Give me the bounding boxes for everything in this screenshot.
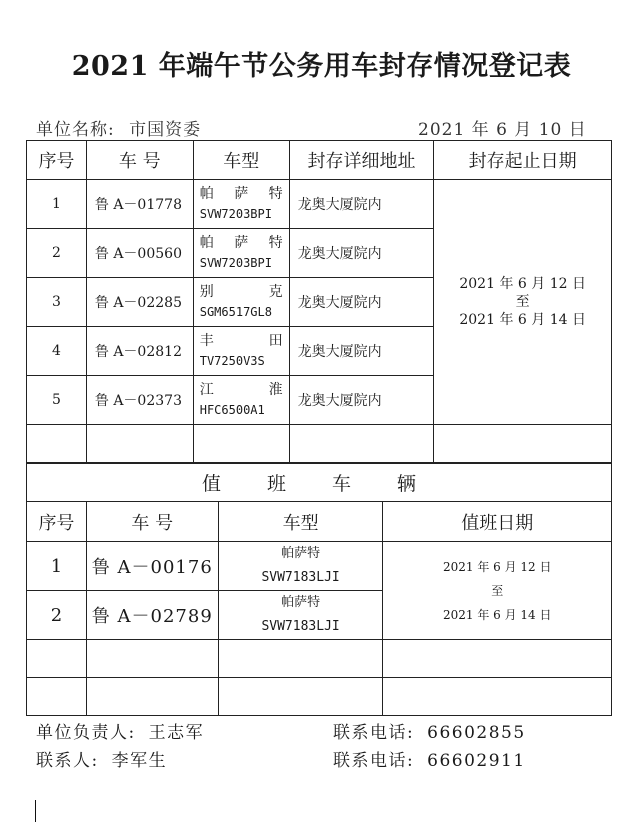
model-name: 别 克 — [199, 284, 283, 300]
duty-section-row — [27, 463, 612, 502]
leader-phone-label: 联系电话: — [333, 723, 415, 743]
row-index: 3 — [27, 278, 87, 327]
period-to: 至 — [491, 583, 504, 598]
header-model: 车型 — [218, 502, 383, 542]
empty-cell — [289, 425, 434, 464]
empty-cell — [86, 640, 218, 678]
row-plate: 鲁 A－02373 — [86, 376, 193, 425]
unit-label: 单位名称: — [36, 120, 115, 140]
empty-cell — [86, 678, 218, 716]
header-model: 车型 — [193, 141, 289, 180]
row-index: 2 — [27, 229, 87, 278]
empty-cell — [86, 425, 193, 464]
empty-cell — [27, 425, 87, 464]
duty-period — [383, 542, 612, 640]
model-code: SVW7183LJI — [261, 570, 340, 585]
period-end: 2021 年 6 月 14 日 — [442, 607, 552, 622]
row-address: 龙奥大厦院内 — [289, 180, 434, 229]
row-index: 2 — [27, 591, 87, 640]
row-address: 龙奥大厦院内 — [289, 229, 434, 278]
row-index: 4 — [27, 327, 87, 376]
unit-name: 市国资委 — [129, 120, 202, 140]
row-plate: 鲁 A－02812 — [86, 327, 193, 376]
period-end: 2021 年 6 月 14 日 — [459, 312, 586, 328]
document-date: 2021 年 6 月 10 日 — [418, 120, 587, 140]
header-plate: 车 号 — [86, 141, 193, 180]
contact-phone-label: 联系电话: — [333, 751, 415, 771]
row-plate: 鲁 A－01778 — [86, 180, 193, 229]
row-model — [193, 278, 289, 327]
row-address: 龙奥大厦院内 — [289, 278, 434, 327]
row-plate: 鲁 A－02285 — [86, 278, 193, 327]
empty-row — [27, 678, 612, 716]
model-code: SVW7203BPI — [199, 207, 272, 221]
row-model — [193, 229, 289, 278]
row-model — [193, 180, 289, 229]
duty-table-header — [27, 502, 612, 542]
period-start: 2021 年 6 月 12 日 — [442, 559, 552, 574]
header-index: 序号 — [27, 141, 87, 180]
empty-cell — [218, 640, 383, 678]
period-start: 2021 年 6 月 12 日 — [459, 276, 586, 292]
header-duty-date: 值班日期 — [383, 502, 612, 542]
empty-row — [27, 640, 612, 678]
contact-phone: 66602911 — [427, 751, 526, 771]
leader-name: 王志军 — [148, 723, 205, 743]
empty-cell — [218, 678, 383, 716]
leader-label: 单位负责人: — [36, 723, 136, 743]
contact-name: 李军生 — [111, 751, 168, 771]
duty-vehicles-table — [26, 462, 612, 716]
document-title: 2021 年端午节公务用车封存情况登记表 — [71, 51, 572, 82]
contact-phone-line — [333, 746, 526, 771]
empty-cell — [434, 425, 612, 464]
table-row — [27, 180, 612, 229]
header-period: 封存起止日期 — [434, 141, 612, 180]
empty-cell — [27, 640, 87, 678]
row-plate: 鲁 A－02789 — [86, 591, 218, 640]
contact-line — [36, 746, 167, 771]
model-code: TV7250V3S — [199, 354, 265, 368]
model-name: 帕萨特 — [281, 546, 321, 561]
leader-line — [36, 718, 204, 743]
row-address: 龙奥大厦院内 — [289, 376, 434, 425]
period-to: 至 — [515, 294, 530, 310]
leader-phone-line — [333, 718, 526, 743]
model-name: 丰 田 — [199, 333, 283, 349]
row-plate: 鲁 A－00176 — [86, 542, 218, 591]
row-model — [193, 327, 289, 376]
header-plate: 车 号 — [86, 502, 218, 542]
row-index: 5 — [27, 376, 87, 425]
model-code: HFC6500A1 — [199, 403, 265, 417]
model-code: SVW7203BPI — [199, 256, 272, 270]
sealed-vehicles-table — [26, 140, 612, 464]
leader-phone: 66602855 — [427, 723, 526, 743]
sealed-table-header — [27, 141, 612, 180]
model-name: 江 淮 — [199, 382, 283, 398]
table-row — [27, 542, 612, 591]
empty-cell — [27, 678, 87, 716]
duty-section-title: 值 班 车 辆 — [27, 463, 612, 502]
row-index: 1 — [27, 180, 87, 229]
model-name: 帕 萨 特 — [199, 235, 283, 251]
sealed-period — [434, 180, 612, 425]
empty-cell — [193, 425, 289, 464]
model-code: SGM6517GL8 — [199, 305, 272, 319]
text-cursor — [35, 800, 36, 822]
unit-line — [36, 115, 201, 140]
model-name: 帕 萨 特 — [199, 186, 283, 202]
row-model — [218, 591, 383, 640]
model-code: SVW7183LJI — [261, 619, 340, 634]
empty-cell — [383, 640, 612, 678]
header-address: 封存详细地址 — [289, 141, 434, 180]
contact-label: 联系人: — [36, 751, 99, 771]
row-address: 龙奥大厦院内 — [289, 327, 434, 376]
empty-row — [27, 425, 612, 464]
row-plate: 鲁 A－00560 — [86, 229, 193, 278]
row-model — [218, 542, 383, 591]
header-index: 序号 — [27, 502, 87, 542]
model-name: 帕萨特 — [281, 595, 321, 610]
empty-cell — [383, 678, 612, 716]
row-index: 1 — [27, 542, 87, 591]
row-model — [193, 376, 289, 425]
